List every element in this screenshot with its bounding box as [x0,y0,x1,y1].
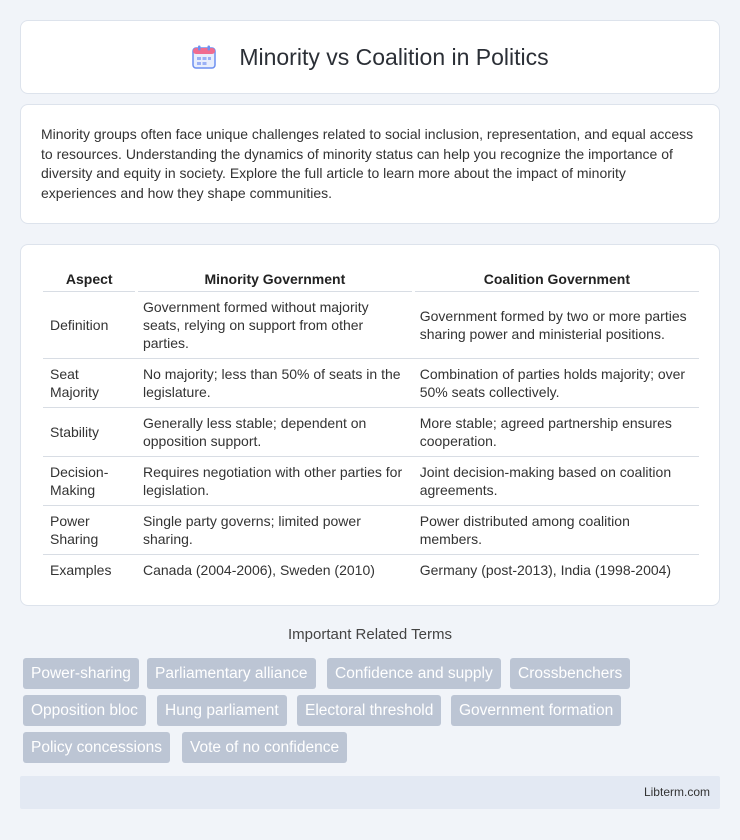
cell-aspect: Power Sharing [44,505,137,554]
cell-minority: Generally less stable; dependent on opposition support. [136,407,413,456]
cell-aspect: Definition [44,291,137,358]
cell-coalition: Government formed by two or more parties sharing power and ministerial positions. [413,291,699,358]
header-card [20,20,720,94]
cell-aspect: Decision-Making [44,456,137,505]
intro-card [20,104,720,224]
table-row [44,505,700,554]
table-header-row [44,265,700,291]
cell-aspect: Examples [44,554,137,585]
tag-crossbenchers[interactable]: Crossbenchers [510,658,630,689]
cell-minority: Single party governs; limited power sharing. [136,505,413,554]
table-row [44,291,700,358]
tag-government-formation[interactable]: Government formation [451,695,621,726]
footer [20,776,720,809]
cell-coalition: Power distributed among coalition members. [413,505,699,554]
cell-coalition: Combination of parties holds majority; over 50% seats collectively. [413,358,699,407]
column-header-coalition: Coalition Government [413,265,699,291]
column-header-minority: Minority Government [136,265,413,291]
comparison-table [43,265,699,585]
cell-coalition: Germany (post-2013), India (1998-2004) [413,554,699,585]
tag-parliamentary-alliance[interactable]: Parliamentary alliance [147,658,316,689]
tag-hung-parliament[interactable]: Hung parliament [157,695,287,726]
tag-policy-concessions[interactable]: Policy concessions [23,732,170,763]
cell-minority: Requires negotiation with other parties for legislation. [136,456,413,505]
cell-aspect: Seat Majority [44,358,137,407]
related-terms-title: Important Related Terms [288,626,452,643]
table-row [44,554,700,585]
table-row [44,358,700,407]
tag-opposition-bloc[interactable]: Opposition bloc [23,695,146,726]
tag-vote-of-no-confidence[interactable]: Vote of no confidence [182,732,347,763]
tag-electoral-threshold[interactable]: Electoral threshold [297,695,441,726]
tag-confidence-and-supply[interactable]: Confidence and supply [327,658,501,689]
cell-aspect: Stability [44,407,137,456]
cell-minority: Government formed without majority seats, relying on support from other parties. [136,291,413,358]
footer-site-link[interactable]: Libterm.com [643,785,710,799]
table-row [44,407,700,456]
table-row [44,456,700,505]
comparison-card [20,244,720,606]
page-title: Minority vs Coalition in Politics [239,43,549,70]
intro-text: Minority groups often face unique challenges related to social inclusion, representation, and equal access to resources. Understanding the dynamics of minority status can help you recognize the importance of diversity and equity in society. Explore the full article to learn more about the impact of minority experiences and how they shape communities. [41,126,694,201]
cell-coalition: More stable; agreed partnership ensures cooperation. [413,407,699,456]
cell-minority: No majority; less than 50% of seats in the legislature. [136,358,413,407]
cell-coalition: Joint decision-making based on coalition agreements. [413,456,699,505]
cell-minority: Canada (2004-2006), Sweden (2010) [136,554,413,585]
calendar-icon [191,44,217,70]
tag-power-sharing[interactable]: Power-sharing [23,658,139,689]
column-header-aspect: Aspect [44,265,137,291]
